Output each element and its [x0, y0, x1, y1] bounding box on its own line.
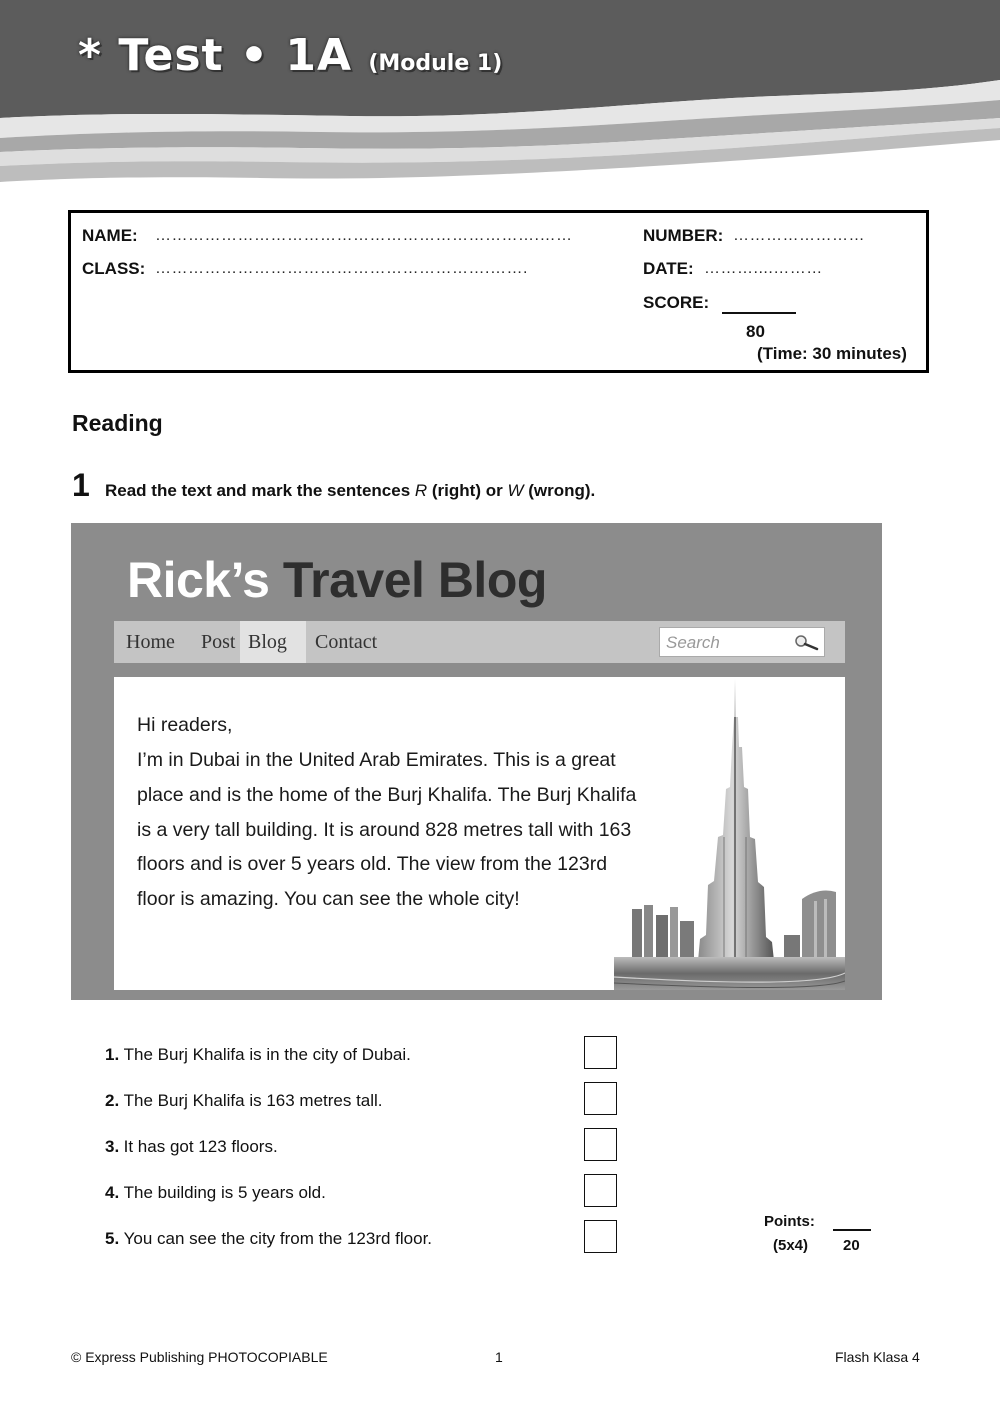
- title-module: (Module 1): [368, 51, 503, 76]
- name-label: NAME:: [82, 226, 138, 245]
- statement-number: 2.: [105, 1091, 120, 1110]
- statement-number: 1.: [105, 1045, 120, 1064]
- blog-line: I’m in Dubai in the United Arab Emirates. This is a great: [137, 749, 616, 771]
- nav-post[interactable]: Post: [201, 631, 236, 653]
- blog-line: Hi readers,: [137, 714, 233, 736]
- statement-number: 4.: [105, 1183, 120, 1202]
- blog-line: floor is amazing. You can see the whole city!: [137, 888, 520, 910]
- page-number: 1: [495, 1349, 503, 1365]
- score-total: 80: [746, 322, 765, 341]
- number-label: NUMBER:: [643, 226, 724, 245]
- statement-text: You can see the city from the 123rd floor.: [123, 1229, 433, 1248]
- blog-line: place and is the home of the Burj Khalifa. The Burj Khalifa: [137, 784, 637, 806]
- statement-text: The Burj Khalifa is 163 metres tall.: [123, 1091, 383, 1110]
- instruction-part-b: (right) or: [427, 481, 508, 500]
- nav-contact[interactable]: Contact: [315, 631, 378, 653]
- statement-2: [105, 1091, 383, 1111]
- statement-text: It has got 123 floors.: [123, 1137, 278, 1156]
- points-line[interactable]: [833, 1229, 871, 1231]
- blog-title-name: Travel Blog: [282, 552, 547, 608]
- statement-1: [105, 1045, 411, 1065]
- blog-navbar: [114, 621, 845, 663]
- statement-4: [105, 1183, 326, 1203]
- name-field[interactable]: …………………………………………………………….……: [155, 227, 573, 244]
- score-line[interactable]: [722, 312, 796, 314]
- date-field[interactable]: ………....………: [704, 260, 823, 277]
- points-label: Points:: [764, 1213, 815, 1230]
- instruction-r: R: [414, 481, 428, 500]
- points-formula: (5x4): [773, 1237, 809, 1254]
- time-limit: (Time: 30 minutes): [757, 344, 907, 363]
- answer-box-5[interactable]: [584, 1220, 617, 1253]
- footer-copyright: © Express Publishing PHOTOCOPIABLE: [71, 1349, 328, 1365]
- instruction-part-a: Read the text and mark the sentences: [105, 481, 415, 500]
- class-field[interactable]: …………………………………………………….…….: [155, 260, 528, 277]
- blog-mockup: [71, 523, 882, 1000]
- blog-title-owner: Rick’s: [127, 552, 270, 608]
- exercise-number: 1: [72, 467, 90, 503]
- statement-number: 3.: [105, 1137, 120, 1156]
- search-icon[interactable]: [793, 635, 819, 651]
- statement-5: [105, 1229, 432, 1249]
- blog-title: [127, 551, 547, 609]
- answer-box-2[interactable]: [584, 1082, 617, 1115]
- nav-home[interactable]: Home: [126, 631, 175, 653]
- class-label: CLASS:: [82, 259, 146, 278]
- blog-line: is a very tall building. It is around 828 metres tall with 163: [137, 819, 632, 841]
- number-field[interactable]: ……………………: [733, 227, 865, 244]
- answer-box-4[interactable]: [584, 1174, 617, 1207]
- page-title: [78, 30, 502, 81]
- statement-text: The Burj Khalifa is in the city of Dubai.: [123, 1045, 411, 1064]
- instruction-w: W: [507, 481, 524, 500]
- blog-content: [114, 677, 845, 990]
- title-main: * Test • 1A: [78, 30, 352, 81]
- exercise-instruction: [105, 481, 595, 501]
- student-info-box: [68, 210, 929, 373]
- statement-3: [105, 1137, 278, 1157]
- statement-text: The building is 5 years old.: [123, 1183, 326, 1202]
- answer-box-3[interactable]: [584, 1128, 617, 1161]
- blog-line: floors and is over 5 years old. The view from the 123rd: [137, 853, 608, 875]
- points-total: 20: [843, 1237, 860, 1254]
- instruction-part-c: (wrong).: [523, 481, 596, 500]
- burj-khalifa-image: [614, 677, 845, 990]
- search-box: [659, 627, 825, 657]
- answer-box-1[interactable]: [584, 1036, 617, 1069]
- date-label: DATE:: [643, 259, 694, 278]
- search-input[interactable]: [660, 628, 788, 658]
- statement-number: 5.: [105, 1229, 120, 1248]
- nav-blog[interactable]: Blog: [240, 621, 306, 663]
- section-title: Reading: [72, 410, 163, 436]
- footer-series: Flash Klasa 4: [835, 1349, 920, 1365]
- score-label: SCORE:: [643, 293, 710, 312]
